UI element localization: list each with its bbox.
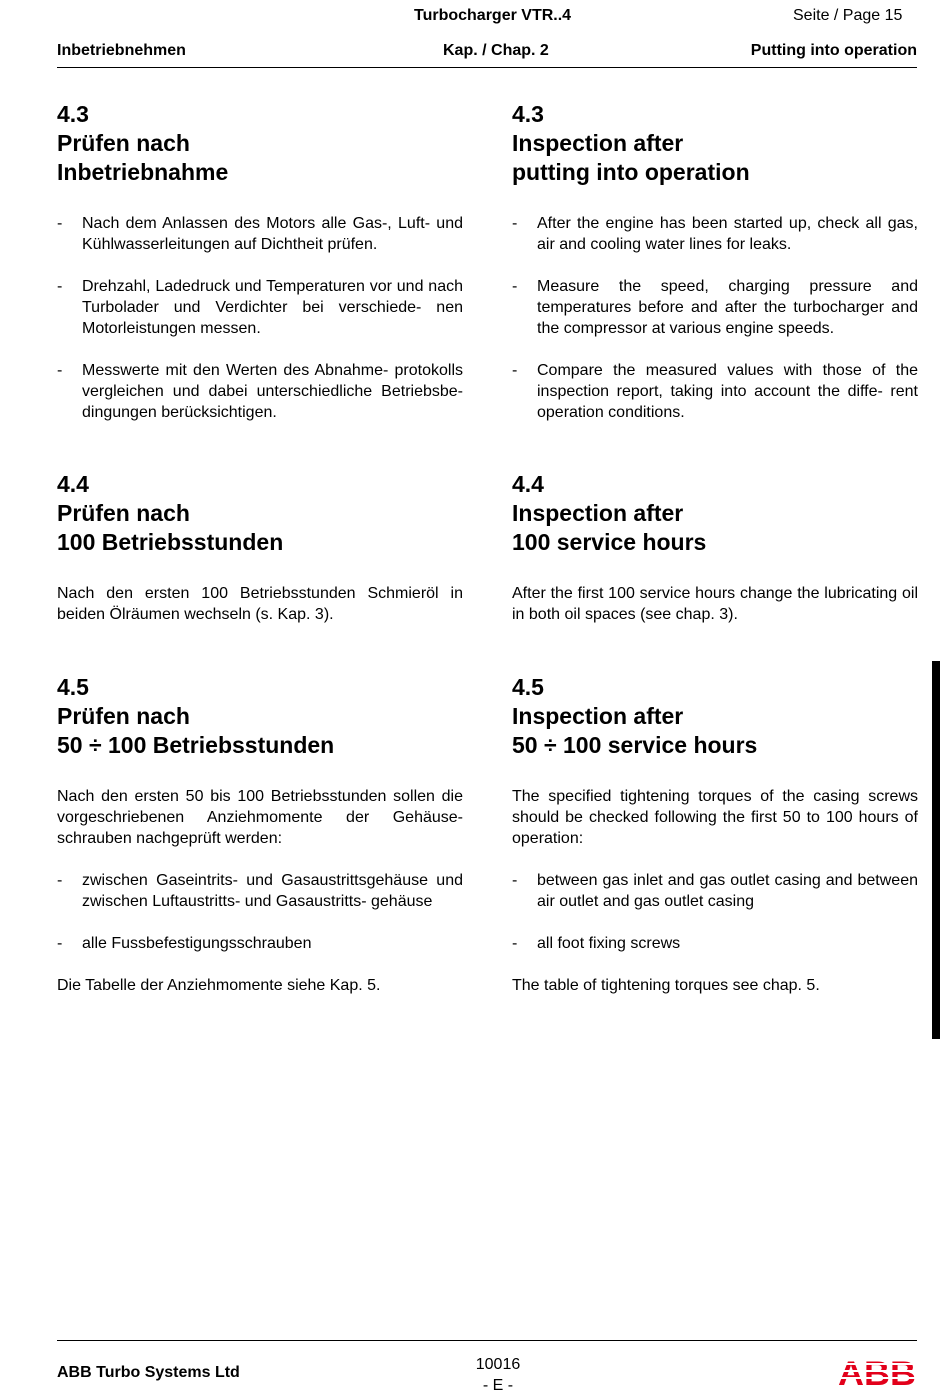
svg-text:ABB: ABB — [838, 1356, 916, 1388]
list-item: - Compare the measured values with those of the inspection report, taking into account the diffe- rent operation conditions. — [512, 362, 918, 421]
de-heading-4-3: 4.3 Prüfen nach Inbetriebnahme — [57, 101, 229, 185]
document-number: 10016 - E - — [475, 1356, 521, 1394]
section-title-en: Putting into operation — [750, 42, 917, 59]
en-section-4-5 — [512, 673, 918, 996]
header-rule — [57, 67, 917, 68]
footer-rule — [57, 1340, 917, 1341]
list-item: - Nach dem Anlassen des Motors alle Gas-, Luft- und Kühlwasserleitungen auf Dichtheit prüfen. — [57, 215, 463, 253]
list-item: - between gas inlet and gas outlet casing and between air outlet and gas outlet casing — [512, 872, 918, 910]
en-paragraph-4-4: After the first 100 service hours change the lubricating oil in both oil spaces (see chap. 3). — [512, 585, 918, 623]
list-item: - After the engine has been started up, check all gas, air and cooling water lines for leaks. — [512, 215, 918, 253]
en-heading-4-4: 4.4 Inspection after 100 service hours — [512, 471, 707, 555]
page-number: Seite / Page 15 — [793, 7, 903, 24]
list-item: - zwischen Gaseintrits- und Gasaustrittsgehäuse und zwischen Luftaustritts- und Gasaustritts- gehäuse — [57, 872, 463, 910]
company-name: ABB Turbo Systems Ltd — [57, 1364, 240, 1381]
list-item: - Drehzahl, Ladedruck und Temperaturen vor und nach Turbolader und Verdichter bei verschiede- nen Motorleistungen messen. — [57, 278, 463, 337]
en-closing-4-5: The table of tightening torques see chap. 5. — [512, 977, 820, 994]
de-paragraph-4-5: Nach den ersten 50 bis 100 Betriebsstunden sollen die vorgeschriebenen Anziehmomente der Gehäuse- schrauben nachgeprüft werden: — [57, 788, 463, 847]
section-title-de: Inbetriebnehmen — [57, 42, 186, 59]
de-paragraph-4-4: Nach den ersten 100 Betriebsstunden Schmieröl in beiden Ölräumen wechseln (s. Kap. 3). — [57, 585, 463, 623]
de-closing-4-5: Die Tabelle der Anziehmomente siehe Kap. 5. — [57, 977, 381, 994]
en-heading-4-5: 4.5 Inspection after 50 ÷ 100 service hours — [512, 674, 758, 758]
list-item: - Messwerte mit den Werten des Abnahme- protokolls vergleichen und dabei unterschiedliche Betriebsbe-dingungen berücksichtigen. — [57, 362, 463, 421]
change-bar — [932, 661, 940, 1039]
en-section-4-3 — [512, 100, 918, 423]
de-heading-4-4: 4.4 Prüfen nach 100 Betriebsstunden — [57, 471, 284, 555]
abb-logo — [838, 1356, 916, 1388]
en-section-4-4 — [512, 470, 918, 625]
de-section-4-5 — [57, 673, 463, 996]
de-section-4-3 — [57, 100, 463, 423]
list-item: - alle Fussbefestigungsschrauben — [57, 935, 312, 952]
de-section-4-4 — [57, 470, 463, 625]
en-heading-4-3: 4.3 Inspection after putting into operation — [512, 101, 750, 185]
chapter-label: Kap. / Chap. 2 — [443, 42, 549, 59]
en-paragraph-4-5: The specified tightening torques of the casing screws should be checked following the first 50 to 100 hours of operation: — [512, 788, 918, 847]
list-item: - all foot fixing screws — [512, 935, 681, 952]
de-heading-4-5: 4.5 Prüfen nach 50 ÷ 100 Betriebsstunden — [57, 674, 335, 758]
product-title: Turbocharger VTR..4 — [414, 7, 572, 24]
list-item: - Measure the speed, charging pressure and temperatures before and after the turbocharger and the compressor at various engine speeds. — [512, 278, 918, 337]
